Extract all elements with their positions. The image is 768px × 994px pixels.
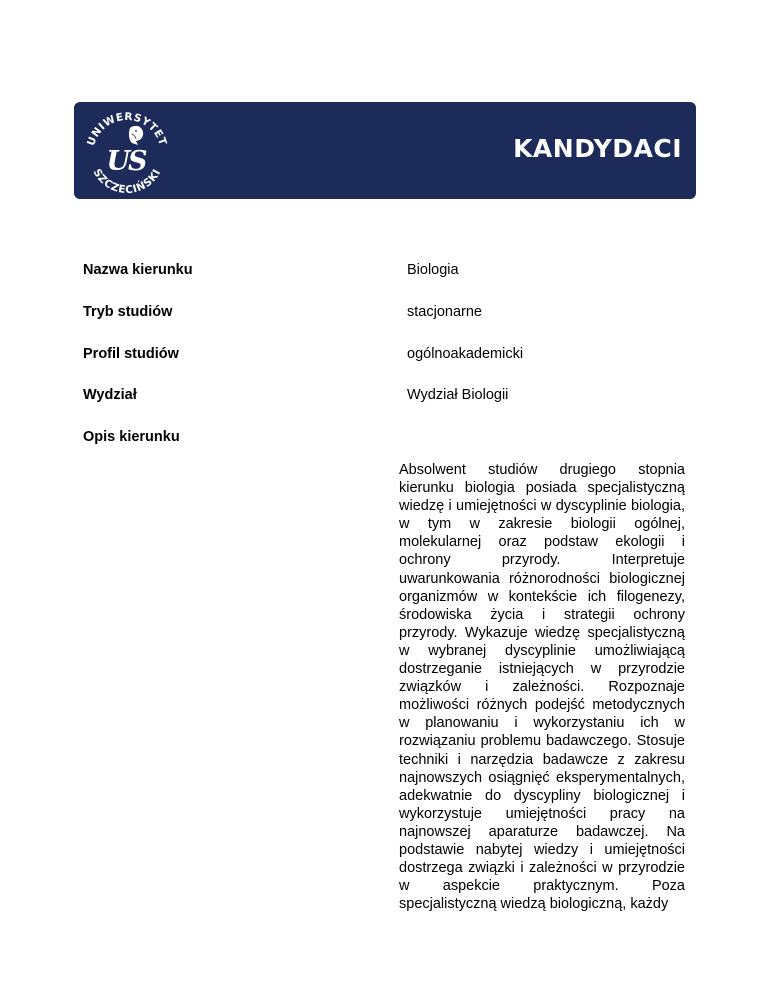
course-description-label: Opis kierunku bbox=[83, 429, 180, 445]
study-profile-value: ogólnoakademicki bbox=[407, 346, 524, 362]
course-description-text: Absolwent studiów drugiego stopnia kierunku biologia posiada specjalistyczną wiedzę i umiejętności w dyscyplinie biologia, w tym w zakresie biologii ogólnej, molekularnej oraz podstaw ekologii i ochrony przyrody. Interpretuje uwarunkowania różnorodności biologicznej organizmów w kontekście ich filogenezy, środowiska życia i strategii ochrony przyrody. Wykazuje wiedzę specjalistyczną w wybranej dyscyplinie umożliwiającą dostrzeganie istniejących w przyrodzie związków i zależności. Rozpoznaje możliwości różnych podejść metodycznych w planowaniu i wykorzystaniu ich w rozwiązaniu problemu badawczego. Stosuje techniki i narzędzia badawcze z zakresu najnowszych osiągnięć eksperymentalnych, adekwatnie do dyscypliny biologicznej i wykorzystuje umiejętności pracy na najnowszej aparaturze badawczej. Na podstawie nabytej wiedzy i umiejętności dostrzega związki i zależności w przyrodzie w aspekcie praktycznym. Poza specjalistyczną wiedzą biologiczną, każdy bbox=[399, 462, 685, 913]
study-mode-value: stacjonarne bbox=[407, 304, 482, 320]
course-name-value: Biologia bbox=[407, 262, 459, 278]
svg-text:US: US bbox=[106, 146, 146, 177]
faculty-value: Wydział Biologii bbox=[407, 387, 509, 403]
study-mode-label: Tryb studiów bbox=[83, 304, 173, 320]
study-profile-label: Profil studiów bbox=[83, 346, 179, 362]
banner-title: KANDYDACI bbox=[513, 134, 682, 163]
svg-text:UNIWERSYTET: UNIWERSYTET bbox=[85, 110, 169, 148]
svg-text:SZCZECIŃSKI: SZCZECIŃSKI bbox=[90, 166, 164, 197]
course-name-label: Nazwa kierunku bbox=[83, 262, 193, 278]
header-banner bbox=[74, 102, 696, 199]
university-logo bbox=[80, 104, 174, 198]
faculty-label: Wydział bbox=[83, 387, 137, 403]
griffin-icon bbox=[129, 126, 143, 145]
